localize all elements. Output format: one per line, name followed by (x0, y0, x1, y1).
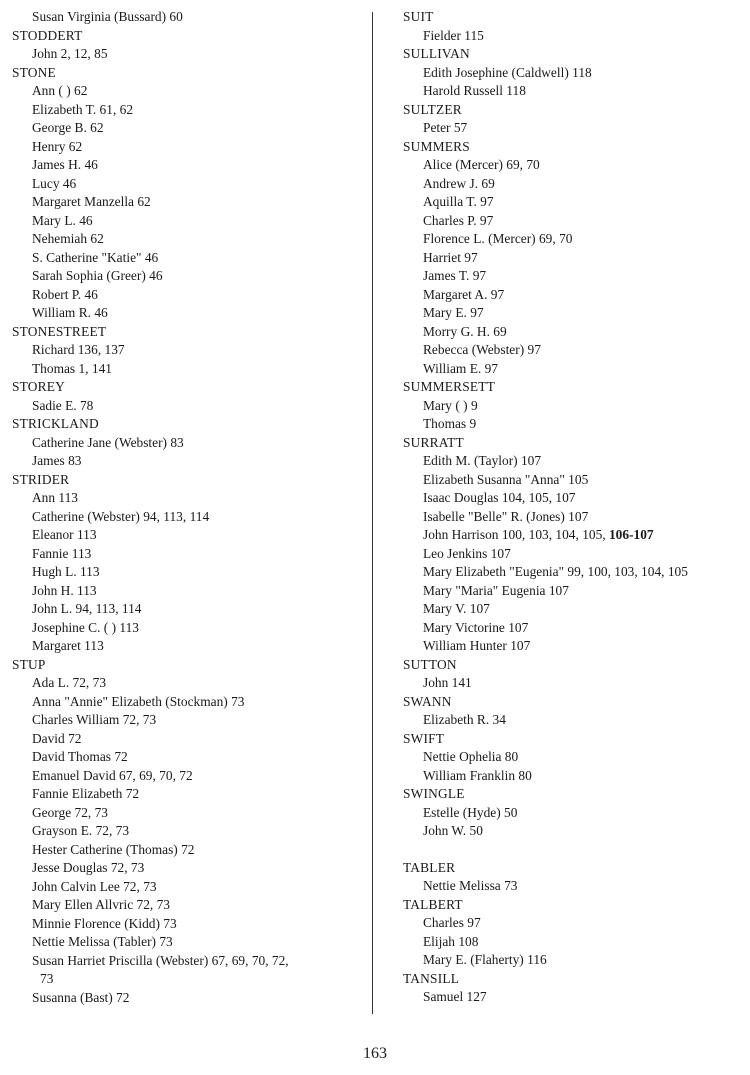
index-text: John W. 50 (423, 823, 483, 838)
index-surname (12, 64, 372, 83)
index-entry (403, 619, 748, 638)
index-text: Edith Josephine (Caldwell) 118 (423, 64, 592, 80)
index-entry (12, 952, 372, 971)
index-entry (12, 434, 372, 453)
index-entry (403, 119, 748, 138)
index-surname (12, 656, 372, 675)
index-surname (12, 27, 372, 46)
index-text: Hester Catherine (Thomas) 72 (32, 841, 195, 857)
index-entry (12, 748, 372, 767)
index-entry (12, 267, 372, 286)
column-divider (372, 12, 373, 1014)
index-text: Peter 57 (423, 120, 468, 135)
index-text: Morry G. H. 69 (423, 323, 507, 339)
index-text: Susan Harriet Priscilla (Webster) 67, 69, 70, 72, (32, 952, 289, 968)
index-entry (403, 951, 748, 970)
index-entry (403, 748, 748, 767)
index-text: Charles P. 97 (423, 212, 494, 228)
index-text: Isabelle "Belle" R. (Jones) 107 (423, 508, 589, 524)
index-text: Thomas 1, 141 (32, 360, 112, 376)
index-entry (403, 711, 748, 730)
index-entry (403, 415, 748, 434)
index-text: Grayson E. 72, 73 (32, 823, 130, 838)
index-text: Margaret 113 (32, 638, 104, 653)
index-text: Charles William 72, 73 (32, 712, 157, 727)
index-text: Henry 62 (32, 138, 83, 154)
index-text: Mary "Maria" Eugenia 107 (423, 582, 569, 598)
index-text: Mary ( ) 9 (423, 397, 478, 413)
index-text: Elijah 108 (423, 933, 479, 949)
index-text: SURRATT (403, 434, 464, 450)
index-entry (403, 877, 748, 896)
index-entry (12, 859, 372, 878)
index-text: Elizabeth T. 61, 62 (32, 101, 134, 117)
index-entry (12, 600, 372, 619)
index-text: Josephine C. ( ) 113 (32, 619, 139, 635)
index-text: Fannie Elizabeth 72 (32, 786, 140, 801)
index-entry (12, 619, 372, 638)
section-gap (403, 841, 748, 859)
index-surname (12, 415, 372, 434)
index-text: Mary Victorine 107 (423, 619, 529, 635)
index-entry (403, 249, 748, 268)
index-entry (403, 82, 748, 101)
index-entry (12, 933, 372, 952)
index-entry (403, 822, 748, 841)
index-entry (403, 545, 748, 564)
index-text: Nettie Melissa 73 (423, 878, 518, 893)
index-entry (12, 878, 372, 897)
index-text: Mary V. 107 (423, 601, 490, 616)
index-text: John Harrison 100, 103, 104, 105, (423, 527, 609, 542)
index-entry (12, 674, 372, 693)
index-text: John Calvin Lee 72, 73 (32, 878, 157, 894)
index-text: Minnie Florence (Kidd) 73 (32, 915, 177, 931)
index-entry (12, 767, 372, 786)
index-surname (403, 378, 748, 397)
index-entry (12, 286, 372, 305)
index-entry (403, 563, 748, 582)
index-column-right (403, 8, 748, 1007)
index-entry (403, 933, 748, 952)
index-surname (403, 45, 748, 64)
index-entry (403, 323, 748, 342)
index-surname (403, 730, 748, 749)
index-text: Catherine (Webster) 94, 113, 114 (32, 508, 210, 524)
index-entry (12, 212, 372, 231)
index-text: SUMMERSETT (403, 379, 496, 394)
index-text: STRIDER (12, 471, 70, 487)
index-text: Robert P. 46 (32, 286, 98, 302)
index-entry (12, 989, 372, 1008)
index-text: John H. 113 (32, 582, 97, 598)
index-text: Elizabeth Susanna "Anna" 105 (423, 471, 589, 487)
index-entry (12, 249, 372, 268)
index-entry (12, 785, 372, 804)
index-text: Florence L. (Mercer) 69, 70 (423, 231, 573, 246)
index-text: TABLER (403, 859, 456, 875)
index-text: Harold Russell 118 (423, 83, 526, 98)
index-text: Emanuel David 67, 69, 70, 72 (32, 767, 193, 783)
index-text: Leo Jenkins 107 (423, 545, 511, 561)
index-text: Susanna (Bast) 72 (32, 989, 130, 1005)
index-entry (403, 582, 748, 601)
index-text: Ada L. 72, 73 (32, 675, 107, 690)
index-surname (12, 471, 372, 490)
index-text: SUTTON (403, 656, 457, 672)
index-surname (403, 785, 748, 804)
index-text: William R. 46 (32, 305, 108, 320)
index-text: Ann ( ) 62 (32, 83, 88, 98)
index-text: William E. 97 (423, 360, 498, 376)
index-text: SWINGLE (403, 786, 465, 801)
index-entry (12, 138, 372, 157)
index-entry (403, 193, 748, 212)
index-text: John 2, 12, 85 (32, 46, 108, 61)
index-entry (403, 175, 748, 194)
index-entry (12, 563, 372, 582)
index-text: STONE (12, 64, 56, 80)
index-entry (403, 286, 748, 305)
index-entry (403, 212, 748, 231)
index-text: Harriet 97 (423, 249, 478, 265)
index-text: SWIFT (403, 730, 445, 746)
index-entry (12, 526, 372, 545)
index-entry (12, 304, 372, 323)
index-text: Margaret Manzella 62 (32, 194, 151, 209)
index-entry (12, 711, 372, 730)
index-entry (403, 526, 748, 545)
index-entry (403, 304, 748, 323)
index-text: Mary Ellen Allvric 72, 73 (32, 897, 170, 912)
index-text: Mary L. 46 (32, 212, 93, 228)
index-entry (403, 230, 748, 249)
index-text: George B. 62 (32, 120, 104, 135)
index-text: Andrew J. 69 (423, 175, 495, 191)
index-text: Mary Elizabeth "Eugenia" 99, 100, 103, 104, 105 (423, 564, 688, 579)
index-surname (403, 434, 748, 453)
index-entry (403, 64, 748, 83)
index-column-left (12, 8, 372, 1007)
index-text: SULTZER (403, 101, 462, 117)
index-text: Isaac Douglas 104, 105, 107 (423, 490, 576, 505)
index-entry (12, 730, 372, 749)
index-surname (403, 970, 748, 989)
index-text: Samuel 127 (423, 989, 487, 1004)
index-text: Nehemiah 62 (32, 231, 104, 246)
index-entry (403, 397, 748, 416)
index-text: David Thomas 72 (32, 749, 128, 764)
index-entry (12, 452, 372, 471)
index-text: George 72, 73 (32, 804, 108, 820)
index-text: Fannie 113 (32, 545, 92, 561)
index-entry (12, 896, 372, 915)
index-text: Nettie Ophelia 80 (423, 749, 519, 764)
index-text: STOREY (12, 379, 66, 394)
index-entry-continuation (12, 970, 372, 989)
index-text: SUIT (403, 9, 434, 24)
index-entry (403, 914, 748, 933)
index-text: Jesse Douglas 72, 73 (32, 860, 145, 875)
index-text: Sadie E. 78 (32, 397, 94, 413)
index-text: Alice (Mercer) 69, 70 (423, 157, 540, 172)
index-surname (403, 8, 748, 27)
index-entry (403, 452, 748, 471)
index-text: Mary E. 97 (423, 305, 484, 320)
index-text: STONESTREET (12, 323, 107, 339)
index-entry (12, 489, 372, 508)
index-text: Nettie Melissa (Tabler) 73 (32, 934, 173, 949)
index-entry (403, 508, 748, 527)
index-surname (403, 693, 748, 712)
index-entry (403, 360, 748, 379)
index-entry (403, 637, 748, 656)
index-entry (12, 637, 372, 656)
index-surname (403, 859, 748, 878)
index-text: John 141 (423, 675, 472, 690)
index-surname (12, 323, 372, 342)
index-entry (12, 175, 372, 194)
index-text: SUMMERS (403, 138, 470, 154)
index-entry (403, 600, 748, 619)
index-entry (12, 582, 372, 601)
index-entry (12, 101, 372, 120)
index-entry (12, 45, 372, 64)
index-text: STRICKLAND (12, 416, 99, 431)
index-entry (403, 267, 748, 286)
index-entry (12, 545, 372, 564)
index-text: William Hunter 107 (423, 638, 531, 653)
index-text: Anna "Annie" Elizabeth (Stockman) 73 (32, 693, 245, 709)
index-surname (403, 101, 748, 120)
index-entry (12, 804, 372, 823)
index-text: SULLIVAN (403, 46, 470, 61)
index-text: Hugh L. 113 (32, 564, 100, 579)
index-surname (12, 378, 372, 397)
index-text: Lucy 46 (32, 175, 77, 191)
index-text: Rebecca (Webster) 97 (423, 342, 541, 357)
index-entry (12, 508, 372, 527)
index-entry (12, 119, 372, 138)
index-text: STODDERT (12, 27, 83, 43)
index-entry (12, 8, 372, 27)
page-number: 163 (363, 1045, 387, 1062)
index-text: Margaret A. 97 (423, 286, 505, 302)
index-entry (403, 767, 748, 786)
index-entry (12, 822, 372, 841)
index-entry (403, 341, 748, 360)
index-text: James 83 (32, 453, 82, 468)
index-text: Edith M. (Taylor) 107 (423, 453, 542, 468)
index-text: James H. 46 (32, 157, 98, 172)
index-text: SWANN (403, 693, 452, 709)
index-text: Estelle (Hyde) 50 (423, 804, 518, 820)
index-entry (403, 27, 748, 46)
index-entry (12, 82, 372, 101)
index-text: TALBERT (403, 896, 463, 912)
index-entry (403, 674, 748, 693)
index-entry (403, 489, 748, 508)
index-surname (403, 138, 748, 157)
index-surname (403, 896, 748, 915)
index-entry (12, 841, 372, 860)
index-text: STUP (12, 656, 46, 672)
index-entry (12, 397, 372, 416)
index-entry (12, 360, 372, 379)
index-text: David 72 (32, 730, 82, 746)
index-entry (12, 156, 372, 175)
index-entry (12, 193, 372, 212)
index-text: S. Catherine "Katie" 46 (32, 249, 159, 265)
index-entry (12, 341, 372, 360)
index-text: Eleanor 113 (32, 527, 97, 542)
index-entry (403, 988, 748, 1007)
index-surname (403, 656, 748, 675)
index-entry (12, 230, 372, 249)
index-text: 73 (40, 971, 54, 986)
index-text: Mary E. (Flaherty) 116 (423, 952, 547, 967)
index-text: Fielder 115 (423, 27, 484, 43)
index-text: Susan Virginia (Bussard) 60 (32, 9, 183, 24)
index-text: Charles 97 (423, 915, 481, 930)
index-entry (12, 915, 372, 934)
index-text: Ann 113 (32, 490, 78, 505)
index-text: Richard 136, 137 (32, 342, 125, 357)
index-text: James T. 97 (423, 268, 487, 283)
index-text: John L. 94, 113, 114 (32, 601, 142, 616)
index-text: Catherine Jane (Webster) 83 (32, 434, 184, 450)
index-text: Sarah Sophia (Greer) 46 (32, 268, 163, 283)
index-text: Thomas 9 (423, 416, 477, 431)
index-text: Aquilla T. 97 (423, 194, 494, 209)
index-page-ref-bold: 106-107 (608, 527, 654, 542)
index-entry (403, 804, 748, 823)
index-entry (12, 693, 372, 712)
index-entry (403, 471, 748, 490)
index-entry (403, 156, 748, 175)
index-text: Elizabeth R. 34 (423, 712, 506, 727)
index-text: TANSILL (403, 970, 460, 986)
index-text: William Franklin 80 (423, 767, 532, 783)
